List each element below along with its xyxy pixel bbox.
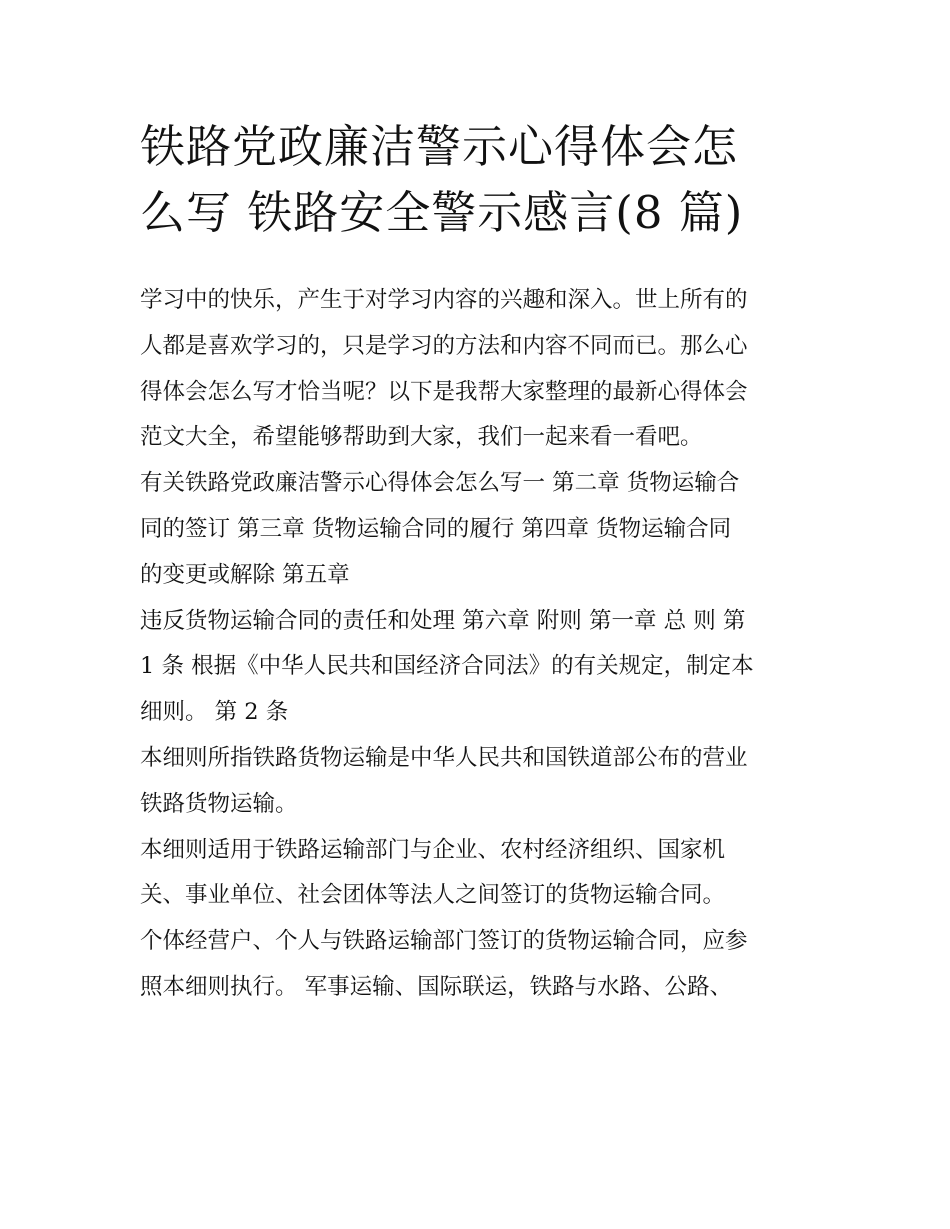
title-line: 铁路党政廉洁警示心得体会怎 [140,120,739,173]
body-line: 关、事业单位、社会团体等法人之间签订的货物运输合同。 [140,882,726,909]
body-line: 范文大全，希望能够帮助到大家，我们一起来看一看吧。 [140,424,703,451]
body-line: 有关铁路党政廉洁警示心得体会怎么写一 第二章 货物运输合 [140,470,740,497]
title-line: 么写 铁路安全警示感言(8 篇) [140,186,744,239]
body-line: 个体经营户、个人与铁路运输部门签订的货物运输合同，应参 [140,928,748,955]
body-line: 铁路货物运输。 [140,790,298,817]
body-line: 同的签订 第三章 货物运输合同的履行 第四章 货物运输合同 [140,515,732,542]
body-line: 本细则所指铁路货物运输是中华人民共和国铁道部公布的营业 [140,744,748,771]
body-line: 学习中的快乐，产生于对学习内容的兴趣和深入。世上所有的 [140,287,748,313]
body-line: 细则。 第 2 条 [140,699,289,726]
body-line: 得体会怎么写才恰当呢？以下是我帮大家整理的最新心得体会 [140,378,748,405]
body-line: 照本细则执行。 军事运输、国际联运，铁路与水路、公路、 [140,973,733,1000]
document-body [140,278,820,1011]
body-line: 人都是喜欢学习的，只是学习的方法和内容不同而已。那么心 [140,332,748,359]
document-title [140,114,810,246]
body-line: 违反货物运输合同的责任和处理 第六章 附则 第一章 总 则 第 [140,607,746,634]
body-line: 1 条 根据《中华人民共和国经济合同法》的有关规定，制定本 [140,653,754,680]
body-line: 的变更或解除 第五章 [140,561,350,588]
body-line: 本细则适用于铁路运输部门与企业、农村经济组织、国家机 [140,836,726,863]
